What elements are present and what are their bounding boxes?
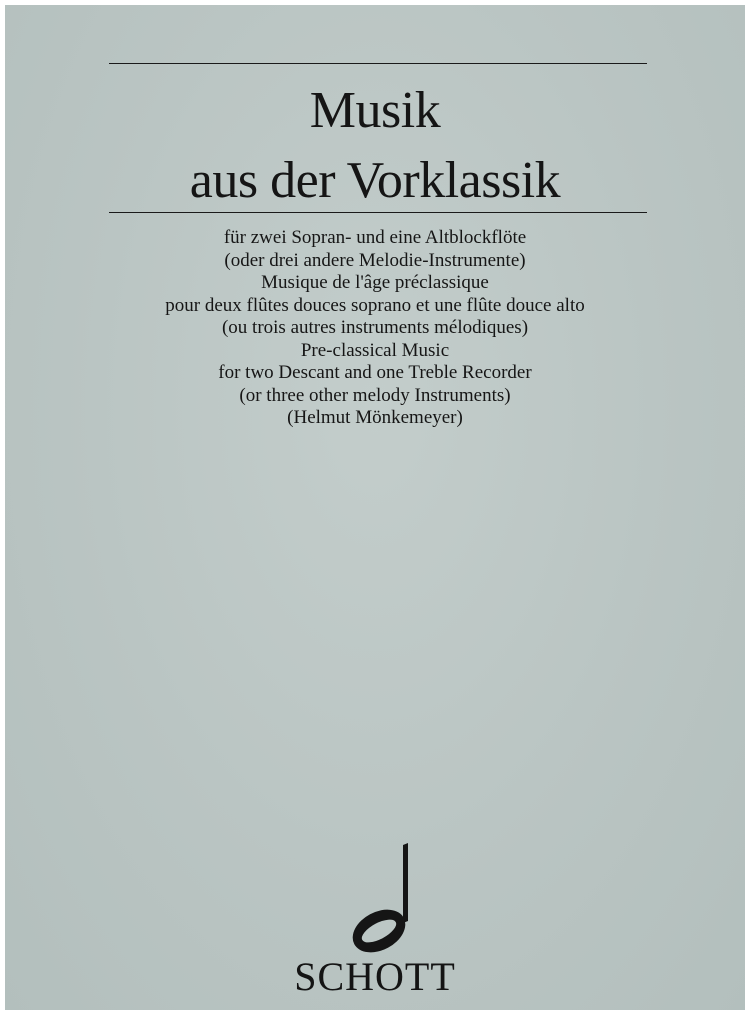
half-note-icon	[345, 843, 415, 958]
title-line-2: aus der Vorklassik	[189, 152, 561, 209]
subtitle-french-2: pour deux flûtes douces soprano et une flûte douce alto	[165, 294, 585, 316]
subtitle-french-1: Musique de l'âge préclassique	[261, 272, 489, 293]
publisher-name: SCHOTT	[294, 954, 456, 999]
subtitle-english-3: (or three other melody Instruments)	[239, 384, 511, 406]
editor-credit: (Helmut Mönkemeyer)	[287, 407, 463, 428]
subtitle-english-1: Pre-classical Music	[300, 339, 450, 361]
subtitle-german-2: (oder drei andere Melodie-Instrumente)	[224, 249, 526, 271]
subtitle-english-2: for two Descant and one Treble Recorder	[218, 362, 532, 383]
subtitle-block	[5, 227, 745, 430]
subtitle-french-3: (ou trois autres instruments mélodiques)	[221, 317, 529, 338]
subtitle-german-1: für zwei Sopran- und eine Altblockflöte	[223, 227, 527, 248]
top-rule	[109, 63, 647, 64]
title-line-1: Musik	[309, 82, 441, 139]
bottom-rule	[109, 212, 647, 213]
score-cover	[5, 5, 745, 1010]
